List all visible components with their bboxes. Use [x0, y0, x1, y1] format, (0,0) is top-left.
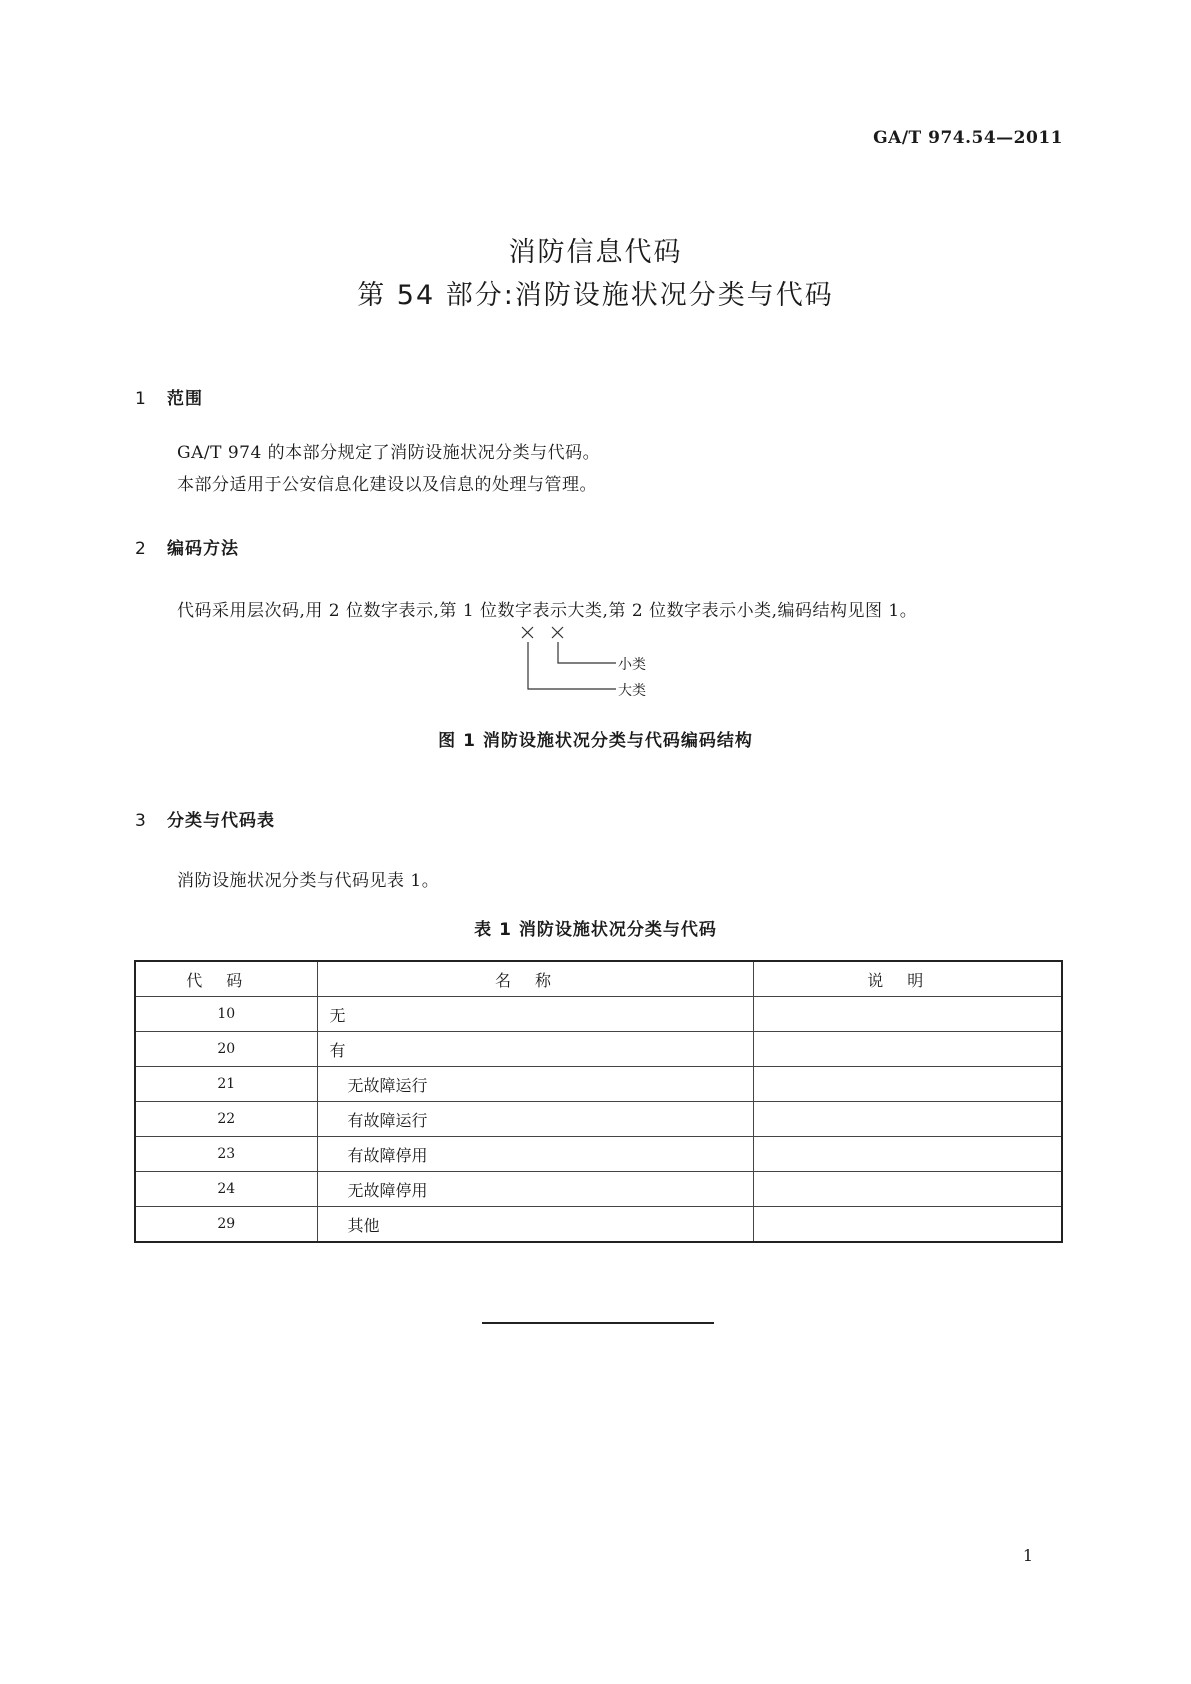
- code-cell: 10: [135, 997, 317, 1032]
- section-title: 编码方法: [167, 539, 239, 559]
- table-1-caption: 表 1 消防设施状况分类与代码: [474, 920, 717, 940]
- code-cell: 21: [135, 1067, 317, 1102]
- section-number: 2: [135, 539, 147, 559]
- section-title: 范围: [167, 389, 203, 409]
- note-cell: [753, 1102, 1062, 1137]
- figure-1-caption: 图 1 消防设施状况分类与代码编码结构: [438, 731, 753, 751]
- header-code: 代码: [135, 961, 317, 997]
- section-1-heading: [135, 384, 203, 409]
- minor-class-label: 小类: [618, 657, 646, 673]
- document-subtitle: 第 54 部分:消防设施状况分类与代码: [357, 280, 834, 311]
- code-cell: 23: [135, 1137, 317, 1172]
- note-cell: [753, 1207, 1062, 1243]
- section-3-heading: [135, 806, 275, 831]
- code-cell: 20: [135, 1032, 317, 1067]
- table-row: [135, 1067, 1062, 1102]
- note-cell: [753, 1172, 1062, 1207]
- section-2-paragraph-1: 代码采用层次码,用 2 位数字表示,第 1 位数字表示大类,第 2 位数字表示小类,编码结构见图 1。: [177, 601, 918, 621]
- name-cell: 无故障停用: [317, 1172, 753, 1207]
- section-3-paragraph-1: 消防设施状况分类与代码见表 1。: [177, 871, 440, 891]
- section-1-paragraph-2: 本部分适用于公安信息化建设以及信息的处理与管理。: [177, 475, 597, 495]
- note-cell: [753, 1137, 1062, 1172]
- header-note: 说明: [753, 961, 1062, 997]
- section-title: 分类与代码表: [167, 811, 275, 831]
- major-class-label: 大类: [618, 683, 646, 699]
- page-number: 1: [1022, 1546, 1033, 1565]
- major-class-connector: [528, 642, 616, 689]
- table-row: [135, 1172, 1062, 1207]
- section-number: 1: [135, 389, 147, 409]
- section-number: 3: [135, 811, 147, 831]
- table-row: [135, 1032, 1062, 1067]
- code-cell: 29: [135, 1207, 317, 1243]
- section-2-heading: [135, 534, 239, 559]
- classification-code-table: [134, 960, 1063, 1243]
- code-cell: 24: [135, 1172, 317, 1207]
- note-cell: [753, 1032, 1062, 1067]
- table-header-row: [135, 961, 1062, 997]
- name-cell: 无故障运行: [317, 1067, 753, 1102]
- header-name: 名称: [317, 961, 753, 997]
- table-row: [135, 997, 1062, 1032]
- name-cell: 其他: [317, 1207, 753, 1243]
- table-row: [135, 1102, 1062, 1137]
- section-1-paragraph-1: GA/T 974 的本部分规定了消防设施状况分类与代码。: [177, 443, 601, 463]
- table-row: [135, 1207, 1062, 1243]
- name-cell: 有故障运行: [317, 1102, 753, 1137]
- note-cell: [753, 997, 1062, 1032]
- standard-code: GA/T 974.54—2011: [873, 128, 1063, 148]
- name-cell: 无: [317, 997, 753, 1032]
- code-structure-diagram: [520, 626, 680, 706]
- note-cell: [753, 1067, 1062, 1102]
- table-row: [135, 1137, 1062, 1172]
- name-cell: 有: [317, 1032, 753, 1067]
- minor-class-connector: [558, 642, 616, 663]
- document-title: 消防信息代码: [508, 237, 683, 268]
- name-cell: 有故障停用: [317, 1137, 753, 1172]
- code-cell: 22: [135, 1102, 317, 1137]
- end-of-document-rule: [482, 1322, 714, 1324]
